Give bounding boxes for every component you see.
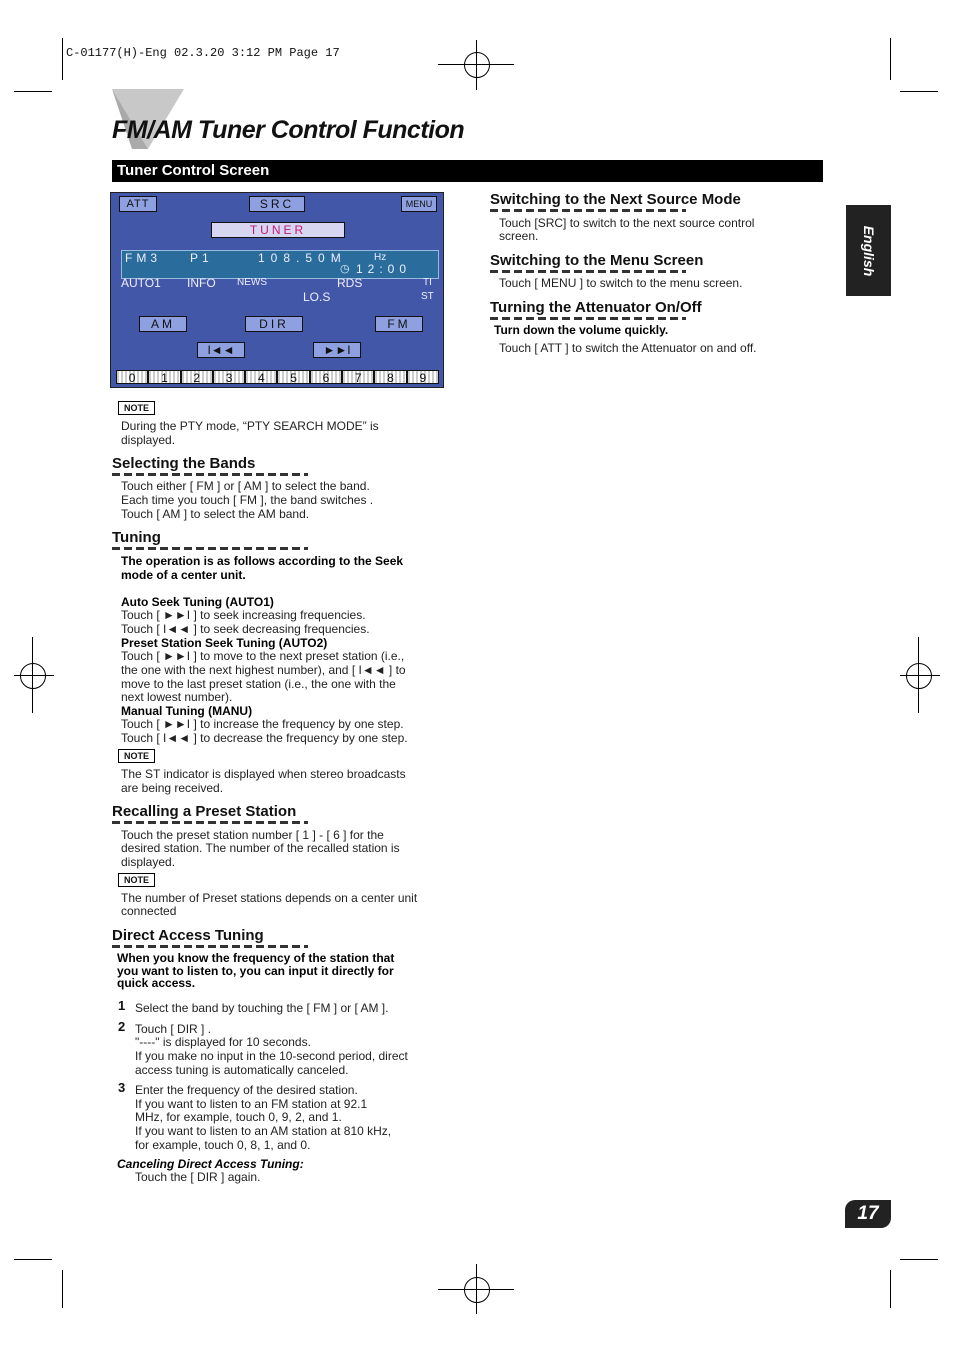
- att-button[interactable]: ATT: [119, 196, 157, 212]
- auto1-indicator: AUTO1: [121, 276, 161, 290]
- registration-mark: [476, 1264, 477, 1314]
- registration-mark: [14, 675, 54, 676]
- menu-button[interactable]: MENU: [401, 196, 437, 212]
- dir-button[interactable]: DIR: [245, 316, 303, 332]
- body-text-bold: mode of a center unit.: [121, 568, 246, 582]
- tuner-display: [121, 250, 439, 279]
- number-key-4[interactable]: 4: [245, 370, 277, 384]
- skip-back-icon: I◄◄: [207, 343, 235, 357]
- menu-screen-heading: Switching to the Menu Screen: [490, 252, 704, 269]
- body-text-bold: you want to listen to, you can input it directly for: [117, 964, 394, 978]
- step-number: 3: [118, 1080, 126, 1095]
- info-indicator: INFO: [187, 276, 216, 290]
- tuning-heading: Tuning: [112, 529, 161, 546]
- am-button[interactable]: AM: [139, 316, 187, 332]
- body-text-bold: quick access.: [117, 976, 196, 990]
- crop-mark: [890, 38, 891, 80]
- recalling-preset-heading: Recalling a Preset Station: [112, 803, 297, 820]
- body-text: move to the last preset station (i.e., the one with the: [121, 677, 396, 691]
- attenuator-heading: Turning the Attenuator On/Off: [490, 299, 702, 316]
- body-text: Touch [ I◄◄ ] to decrease the frequency by one step.: [121, 731, 408, 745]
- body-text: Touch either [ FM ] or [ AM ] to select the band.: [121, 479, 370, 493]
- body-text: Touch [ ►►I ] to seek increasing frequencies.: [121, 608, 366, 622]
- body-text-bold: The operation is as follows according to the Seek: [121, 554, 404, 568]
- registration-mark: [476, 40, 477, 90]
- step-number: 2: [118, 1019, 126, 1034]
- note-label: NOTE: [118, 873, 155, 887]
- body-text: Touch [SRC] to switch to the next source control: [499, 216, 755, 230]
- note-text: The ST indicator is displayed when stereo broadcasts: [121, 767, 406, 781]
- number-keypad: [116, 370, 439, 384]
- body-text: Touch [ MENU ] to switch to the menu screen.: [499, 276, 743, 290]
- body-text: Touch [ I◄◄ ] to seek decreasing frequencies.: [121, 622, 370, 636]
- number-key-1[interactable]: 1: [148, 370, 180, 384]
- body-text: Touch the preset station number [ 1 ] - [ 6 ] for the: [121, 828, 384, 842]
- body-text: next lowest number).: [121, 690, 233, 704]
- crop-mark: [900, 91, 938, 92]
- step-text: Enter the frequency of the desired station.: [135, 1083, 358, 1097]
- step-text: Touch [ DIR ] .: [135, 1022, 212, 1036]
- src-button[interactable]: SRC: [249, 196, 305, 212]
- subheading: Auto Seek Tuning (AUTO1): [121, 595, 274, 609]
- body-text: Touch the [ DIR ] again.: [135, 1170, 261, 1184]
- body-text: the one with the next highest number), and [ I◄◄ ] to: [121, 663, 406, 677]
- registration-mark: [464, 1277, 490, 1303]
- rds-indicator: RDS: [337, 276, 363, 290]
- crop-mark: [62, 38, 63, 80]
- heading-rule: [490, 209, 686, 212]
- frequency-unit: Hz: [374, 252, 387, 263]
- language-tab: [846, 205, 891, 296]
- heading-rule: [112, 821, 308, 824]
- st-indicator: ST: [421, 291, 434, 302]
- step-text: for example, touch 0, 8, 1, and 0.: [135, 1138, 311, 1152]
- subheading: Preset Station Seek Tuning (AUTO2): [121, 636, 328, 650]
- registration-mark: [32, 637, 33, 713]
- number-key-7[interactable]: 7: [342, 370, 374, 384]
- crop-mark: [14, 1259, 52, 1260]
- page-number: 17: [845, 1200, 891, 1228]
- preset-readout: P1: [190, 251, 213, 265]
- body-text-bold: When you know the frequency of the station that: [117, 951, 395, 965]
- heading-rule: [112, 547, 308, 550]
- note-label: NOTE: [118, 401, 155, 415]
- step-text: If you want to listen to an FM station at 92.1: [135, 1097, 368, 1111]
- subheading: Manual Tuning (MANU): [121, 704, 253, 718]
- heading-rule: [112, 945, 308, 948]
- page-title: FM/AM Tuner Control Function: [112, 116, 465, 144]
- note-text: connected: [121, 904, 177, 918]
- section-banner: Tuner Control Screen: [112, 160, 823, 182]
- note-text: During the PTY mode, “PTY SEARCH MODE” is displayed.: [121, 419, 379, 447]
- number-key-3[interactable]: 3: [213, 370, 245, 384]
- crop-mark: [62, 1270, 63, 1308]
- news-indicator: NEWS: [237, 277, 267, 288]
- body-text: Each time you touch [ FM ], the band switches .: [121, 493, 374, 507]
- subheading: Canceling Direct Access Tuning:: [117, 1157, 304, 1171]
- registration-mark: [20, 663, 46, 689]
- number-key-0[interactable]: 0: [116, 370, 148, 384]
- step-text: MHz, for example, touch 0, 9, 2, and 1.: [135, 1110, 342, 1124]
- ti-indicator: TI: [423, 277, 432, 288]
- seek-forward-button[interactable]: [313, 342, 361, 358]
- note-text: The number of Preset stations depends on a center unit: [121, 891, 418, 905]
- heading-rule: [490, 270, 686, 273]
- crop-mark: [900, 1259, 938, 1260]
- step-number: 1: [118, 998, 126, 1013]
- step-text: If you want to listen to an AM station at 810 kHz,: [135, 1124, 392, 1138]
- band-readout: FM3: [125, 251, 161, 265]
- direct-access-heading: Direct Access Tuning: [112, 927, 264, 944]
- registration-mark: [464, 52, 490, 78]
- registration-mark: [900, 675, 940, 676]
- print-slug: C-01177(H)-Eng 02.3.20 3:12 PM Page 17: [66, 46, 340, 60]
- number-key-8[interactable]: 8: [374, 370, 406, 384]
- note-label: NOTE: [118, 749, 155, 763]
- body-text-bold: Turn down the volume quickly.: [494, 323, 669, 337]
- step-text: If you make no input in the 10-second period, direct: [135, 1049, 408, 1063]
- body-text: Touch [ ►►I ] to move to the next preset station (i.e.,: [121, 649, 405, 663]
- step-text: Select the band by touching the [ FM ] or [ AM ].: [135, 1001, 389, 1015]
- number-key-6[interactable]: 6: [310, 370, 342, 384]
- seek-back-button[interactable]: [197, 342, 245, 358]
- note-text: are being received.: [121, 781, 224, 795]
- body-text: screen.: [499, 229, 539, 243]
- number-key-5[interactable]: 5: [277, 370, 309, 384]
- heading-rule: [490, 317, 686, 320]
- los-indicator: LO.S: [303, 290, 331, 304]
- registration-mark: [918, 637, 919, 713]
- tuner-label: TUNER: [211, 222, 345, 238]
- body-text: displayed.: [121, 855, 176, 869]
- selecting-bands-heading: Selecting the Bands: [112, 455, 256, 472]
- step-text: access tuning is automatically canceled.: [135, 1063, 349, 1077]
- number-key-2[interactable]: 2: [181, 370, 213, 384]
- next-source-heading: Switching to the Next Source Mode: [490, 191, 741, 208]
- crop-mark: [14, 91, 52, 92]
- clock-icon: ◷: [340, 263, 350, 275]
- tuner-screen-illustration: [110, 192, 444, 388]
- body-text: Touch [ ATT ] to switch the Attenuator on and off.: [499, 341, 757, 355]
- clock-readout: 12:00: [356, 262, 412, 276]
- fm-button[interactable]: FM: [375, 316, 423, 332]
- frequency-readout: 108.50M: [258, 251, 347, 265]
- body-text: Touch [ AM ] to select the AM band.: [121, 507, 310, 521]
- number-key-9[interactable]: 9: [407, 370, 439, 384]
- registration-mark: [906, 663, 932, 689]
- body-text: Touch [ ►►I ] to increase the frequency by one step.: [121, 717, 404, 731]
- language-tab-label: English: [860, 225, 877, 276]
- skip-forward-icon: ►►I: [323, 343, 351, 357]
- crop-mark: [890, 1270, 891, 1308]
- heading-rule: [112, 473, 308, 476]
- body-text: desired station. The number of the recalled station is: [121, 841, 400, 855]
- step-text: "----" is displayed for 10 seconds.: [135, 1035, 311, 1049]
